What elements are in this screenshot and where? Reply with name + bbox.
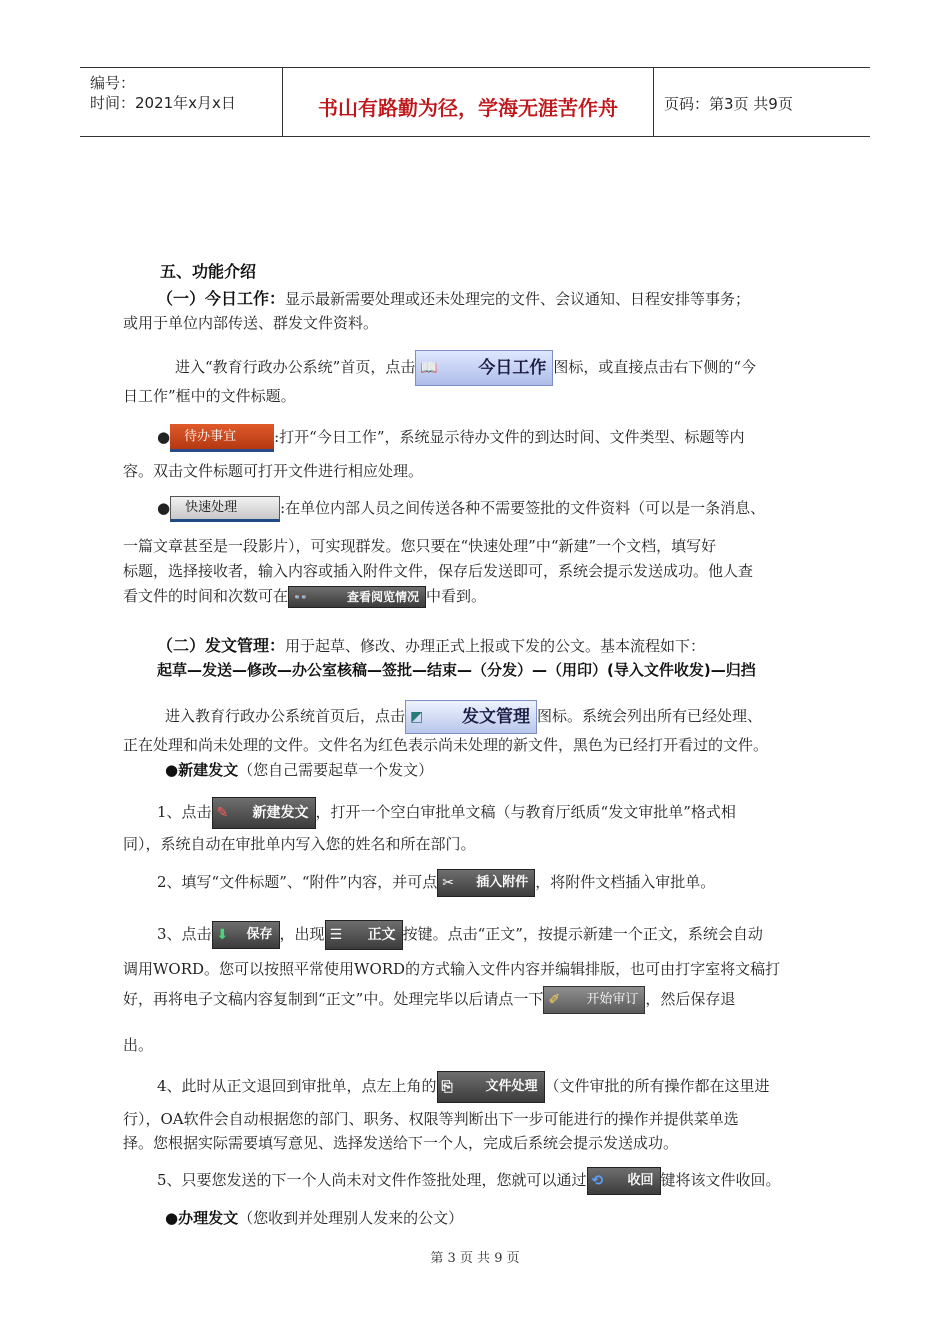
s4b: （文件审批的所有操作都在这里进: [544, 1077, 770, 1095]
s5b: 键将该文件收回。: [660, 1171, 781, 1189]
bullet: ●: [157, 499, 171, 517]
step5-line: [157, 1167, 781, 1195]
recall-button[interactable]: ⟲ 收回: [587, 1167, 661, 1195]
book-icon: 📖: [420, 360, 438, 376]
page-footer: 第 3 页 共 9 页: [430, 1251, 520, 1266]
step1-line1: [157, 797, 736, 829]
s3f: ，然后保存退: [645, 990, 736, 1008]
binoculars-icon: 👓: [293, 590, 308, 604]
flow-line: 起草—发送—修改—办公室核稿—签批—结束—（分发）—（用印）(导入文件收发)—归挡: [157, 661, 756, 679]
s2a: 2、填写“文件标题”、“附件”内容，并可点: [157, 873, 438, 891]
part2-para1-line1: [165, 700, 762, 734]
quick-d2: 中看到。: [426, 587, 487, 605]
handle-title: ●办理发文: [165, 1209, 239, 1227]
quick-d1: 看文件的时间和次数可在: [123, 587, 289, 605]
part2-p1c: 正在处理和尚未处理的文件。文件名为红色表示尚未处理的新文件，黑色为已经打开看过的文件。: [123, 736, 769, 754]
quick-a: :在单位内部人员之间传送各种不需要签批的文件资料（可以是一条消息、: [280, 499, 766, 517]
s4a: 4、此时从正文退回到审批单，点左上角的: [157, 1077, 437, 1095]
part2-heading: （二）发文管理：: [157, 636, 286, 655]
new-doc-button[interactable]: ✎ 新建发文: [212, 797, 316, 829]
s3d: 调用WORD。您可以按照平常使用WORD的方式输入文件内容并编辑排版，也可由打字室将文稿打: [123, 960, 781, 978]
part1-heading: （一）今日工作：: [157, 289, 286, 308]
s1c: 同），系统自动在审批单内写入您的姓名和所在部门。: [123, 835, 476, 853]
todo-line1: [157, 424, 745, 452]
part1-p1b: 图标，或直接点击右下侧的“今: [553, 358, 757, 376]
s3a: 3、点击: [157, 925, 212, 943]
part1-p1a: 进入“教育行政办公系统”首页，点击: [175, 358, 416, 376]
section-title: 五、功能介绍: [160, 262, 257, 281]
part2-desc: 用于起草、修改、办理正式上报或下发的公文。基本流程如下：: [285, 637, 706, 655]
date-line: 时间：2021年x月x日: [90, 94, 236, 112]
new-note: （您自己需要起草一个发文）: [238, 761, 434, 779]
part1-p1c: 日工作”框中的文件标题。: [123, 387, 296, 405]
part2-p1b: 图标。系统会列出所有已经处理、: [537, 707, 763, 725]
quick-c: 标题，选择接收者，输入内容或插入附件文件，保存后发送即可，系统会提示发送成功。他人查: [123, 562, 754, 580]
file-process-button[interactable]: ⎘ 文件处理: [437, 1071, 545, 1103]
todo-a: :打开“今日工作”，系统显示待办文件的到达时间、文件类型、标题等内: [274, 428, 745, 446]
today-work-button[interactable]: 📖 今日工作: [415, 350, 553, 386]
insert-attach-button[interactable]: ✂ 插入附件: [437, 869, 535, 897]
header-middle-cell: [283, 68, 654, 136]
quick-line1: [157, 496, 765, 522]
new-title: ●新建发文: [165, 761, 239, 779]
number-label: 编号：: [90, 74, 136, 92]
s3g: 出。: [123, 1036, 154, 1054]
document-icon: ☰: [329, 927, 343, 943]
body-button[interactable]: ☰ 正文: [325, 920, 403, 950]
save-icon: ⬇: [216, 927, 229, 943]
send-manage-button[interactable]: ◩ 发文管理: [405, 700, 537, 734]
window-icon: ◩: [410, 709, 424, 725]
handle-title-line: [165, 1208, 463, 1228]
page-info: 页码：第3页 共9页: [664, 95, 793, 113]
s3b: ，出现: [279, 925, 325, 943]
s3e: 好，再将电子文稿内容复制到“正文”中。处理完毕以后请点一下: [123, 990, 544, 1008]
todo-b: 容。双击文件标题可打开文件进行相应处理。: [123, 462, 424, 480]
s4c: 行），OA软件会自动根据您的部门、职务、权限等判断出下一步可能进行的操作并提供菜单选: [123, 1110, 739, 1128]
bullet: ●: [157, 428, 171, 446]
page-header: [80, 67, 870, 137]
part1-desc2: 或用于单位内部传送、群发文件资料。: [123, 314, 379, 332]
start-review-button[interactable]: ✐ 开始审订: [543, 986, 645, 1014]
step2-line: [157, 869, 715, 897]
quick-b: 一篇文章甚至是一段影片），可实现群发。您只要在“快速处理”中“新建”一个文档，填写好: [123, 537, 717, 555]
part1-para1-line1: [175, 350, 756, 386]
s4d: 择。您根据实际需要填写意见、选择发送给下一个人，完成后系统会提示发送成功。: [123, 1134, 679, 1152]
step3-line3: [123, 986, 735, 1014]
handle-note: （您收到并处理别人发来的公文）: [238, 1209, 464, 1227]
header-left-cell: [80, 68, 283, 136]
view-reading-button[interactable]: 👓 查看阅览情况: [288, 586, 426, 608]
s1b: ，打开一个空白审批单文稿（与教育厅纸质“发文审批单”格式相: [315, 803, 736, 821]
s3c: 按键。点击“正文”，按提示新建一个正文，系统会自动: [402, 925, 763, 943]
s5a: 5、只要您发送的下一个人尚未对文件作签批处理，您就可以通过: [157, 1171, 587, 1189]
pen-icon: ✎: [216, 805, 229, 821]
flow-icon: ⎘: [441, 1079, 453, 1095]
part1-desc1: 显示最新需要处理或还未处理完的文件、会议通知、日程安排等事务；: [285, 290, 751, 308]
clip-icon: ✂: [442, 875, 454, 891]
header-right-cell: [654, 68, 870, 136]
motto: 书山有路勤为径，学海无涯苦作舟: [318, 96, 618, 120]
quick-tab-button[interactable]: 快速处理: [170, 496, 280, 522]
quick-line4: [123, 586, 486, 608]
save-button[interactable]: ⬇ 保存: [212, 921, 280, 949]
pencil-icon: ✐: [548, 992, 561, 1008]
recall-icon: ⟲: [591, 1173, 604, 1189]
todo-tab-button[interactable]: 待办事宜: [170, 424, 274, 452]
part1-line1: [157, 289, 750, 309]
s1a: 1、点击: [157, 803, 212, 821]
part2-p1a: 进入教育行政办公系统首页后，点击: [165, 707, 406, 725]
new-title-line: [165, 760, 433, 780]
step3-line1: [157, 920, 763, 950]
step4-line1: [157, 1071, 770, 1103]
part2-line1: [157, 636, 705, 656]
s2b: ，将附件文档插入审批单。: [535, 873, 716, 891]
